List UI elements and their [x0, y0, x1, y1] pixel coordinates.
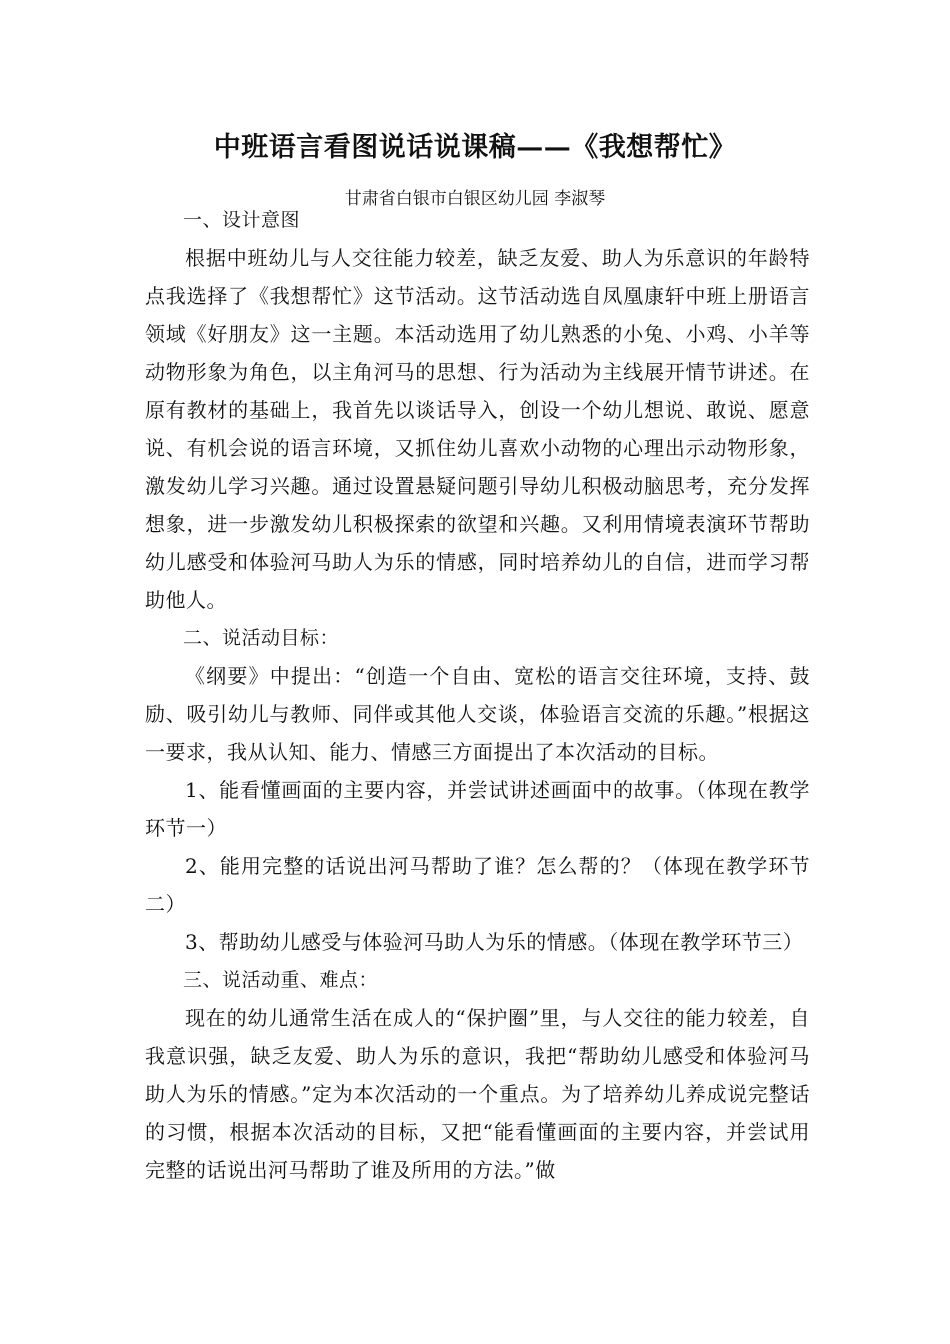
document-body — [145, 205, 810, 1189]
document-author: 甘肃省白银市白银区幼儿园 李淑琴 — [344, 189, 606, 209]
goal-item-3: 3、帮助幼儿感受与体验河马助人为乐的情感。（体现在教学环节三） — [185, 930, 804, 954]
paragraph-key-points: 现在的幼儿通常生活在成人的“保护圈”里，与人交往的能力较差，自我意识强，缺乏友爱、助人为乐的意识，我把“帮助幼儿感受和体验河马助人为乐的情感。”定为本次活动的一个重点。为了培养幼儿养成说完整话的习惯，根据本次活动的目标，又把“能看懂画面的主要内容，并尝试用完整的话说出河马帮助了谁及所用的方法。”做 — [145, 1006, 810, 1182]
goal-item-1: 1、能看懂画面的主要内容，并尝试讲述画面中的故事。（体现在教学环节一） — [145, 778, 810, 840]
section-heading-activity-goals: 二、说活动目标： — [183, 627, 340, 649]
paragraph-goals-intro: 《纲要》中提出：“创造一个自由、宽松的语言交往环境，支持、鼓励、吸引幼儿与教师、同伴或其他人交谈，体验语言交流的乐趣。”根据这一要求，我从认知、能力、情感三方面提出了本次活动的目标。 — [145, 664, 810, 764]
section-heading-key-points: 三、说活动重、难点： — [183, 969, 379, 991]
section-heading-design-intent: 一、设计意图 — [183, 209, 301, 231]
paragraph-design-intent: 根据中班幼儿与人交往能力较差，缺乏友爱、助人为乐意识的年龄特点我选择了《我想帮忙》这节活动。这节活动选自凤凰康轩中班上册语言领域《好朋友》这一主题。本活动选用了幼儿熟悉的小兔、小鸡、小羊等动物形象为角色，以主角河马的思想、行为活动为主线展开情节讲述。在原有教材的基础上，我首先以谈话导入，创设一个幼儿想说、敢说、愿意说、有机会说的语言环境，又抓住幼儿喜欢小动物的心理出示动物形象，激发幼儿学习兴趣。通过设置悬疑问题引导幼儿积极动脑思考，充分发挥想象，进一步激发幼儿积极探索的欲望和兴趣。又利用情境表演环节帮助幼儿感受和体验河马助人为乐的情感，同时培养幼儿的自信，进而学习帮助他人。 — [145, 246, 810, 612]
goal-item-2: 2、能用完整的话说出河马帮助了谁？怎么帮的？（体现在教学环节二） — [145, 854, 810, 916]
document-title: 中班语言看图说话说课稿——《我想帮忙》 — [213, 132, 737, 163]
